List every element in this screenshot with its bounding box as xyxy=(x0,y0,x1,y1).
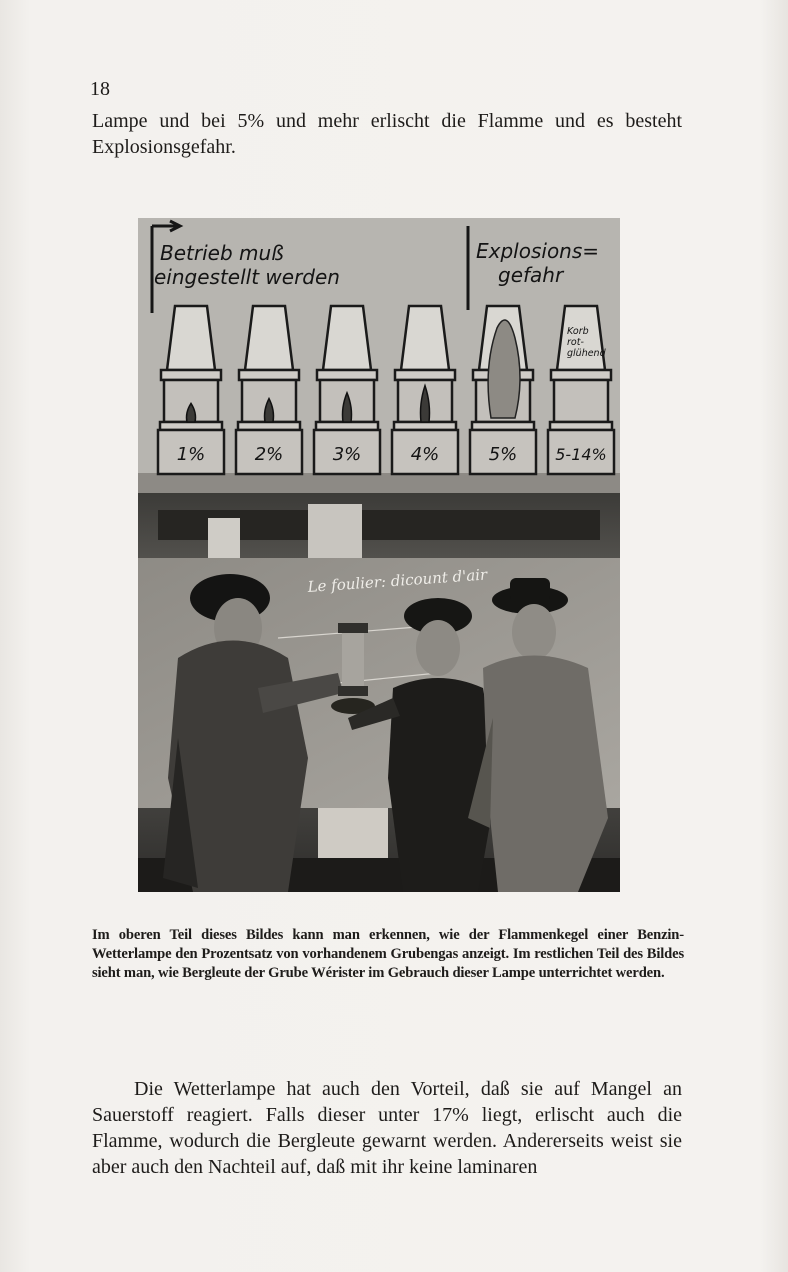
top-paragraph: Lampe und bei 5% und mehr erlischt die Flamme und es besteht Explosionsgefahr. xyxy=(92,110,682,158)
lamp-percent-label: 5% xyxy=(488,444,518,465)
figure-caption: Im oberen Teil dieses Bildes kann man erkennen, wie der Flammenkegel einer Benzin-Wetterlampe den Prozentsatz von vorhandenem Grubengas anzeigt. Im restlichen Teil des Bildes sieht man, wie Bergleute der Grube Wérister im Gebrauch dieser Lampe unterrichtet werden. xyxy=(92,927,684,981)
lamp-band xyxy=(395,370,455,380)
lamp-glass xyxy=(554,380,608,422)
lamp-note-line: Korb xyxy=(567,326,589,337)
lamp-chimney xyxy=(323,306,371,370)
lamp-chimney xyxy=(245,306,293,370)
bottom-paragraph: Die Wetterlampe hat auch den Vorteil, daß sie auf Mangel an Sauerstoff reagiert. Falls dieser unter 17% liegt, erlischt auch die Flamme, wodurch die Bergleute gewarnt werden. Andererseits weist sie aber auch den Nachteil auf, daß mit ihr keine laminaren xyxy=(92,1078,682,1178)
lamp-note-line: glühend xyxy=(567,348,606,359)
lamp-percent-label: 3% xyxy=(332,444,362,465)
lamp-percent-label: 4% xyxy=(410,444,440,465)
photograph xyxy=(138,218,620,892)
lamp-band xyxy=(317,370,377,380)
lamp-band xyxy=(551,370,611,380)
board-writing: Le foulier: dicount d'air xyxy=(307,565,488,596)
lamp-chimney xyxy=(401,306,449,370)
lamp-percent-label: 1% xyxy=(176,444,206,465)
lamp-note-line: rot- xyxy=(567,337,584,348)
lamp-band xyxy=(239,370,299,380)
lamp-percent-label: 5-14% xyxy=(555,445,607,464)
label-left-line2: eingestellt werden xyxy=(154,265,340,289)
photograph-illustration xyxy=(138,218,620,892)
lamp-percent-label: 2% xyxy=(254,444,284,465)
page-number: 18 xyxy=(90,78,110,100)
label-right-line2: gefahr xyxy=(498,263,564,287)
lamp-chimney xyxy=(167,306,215,370)
lamp-band xyxy=(161,370,221,380)
label-left-line1: Betrieb muß xyxy=(160,241,284,265)
label-right-line1: Explosions= xyxy=(476,239,600,263)
